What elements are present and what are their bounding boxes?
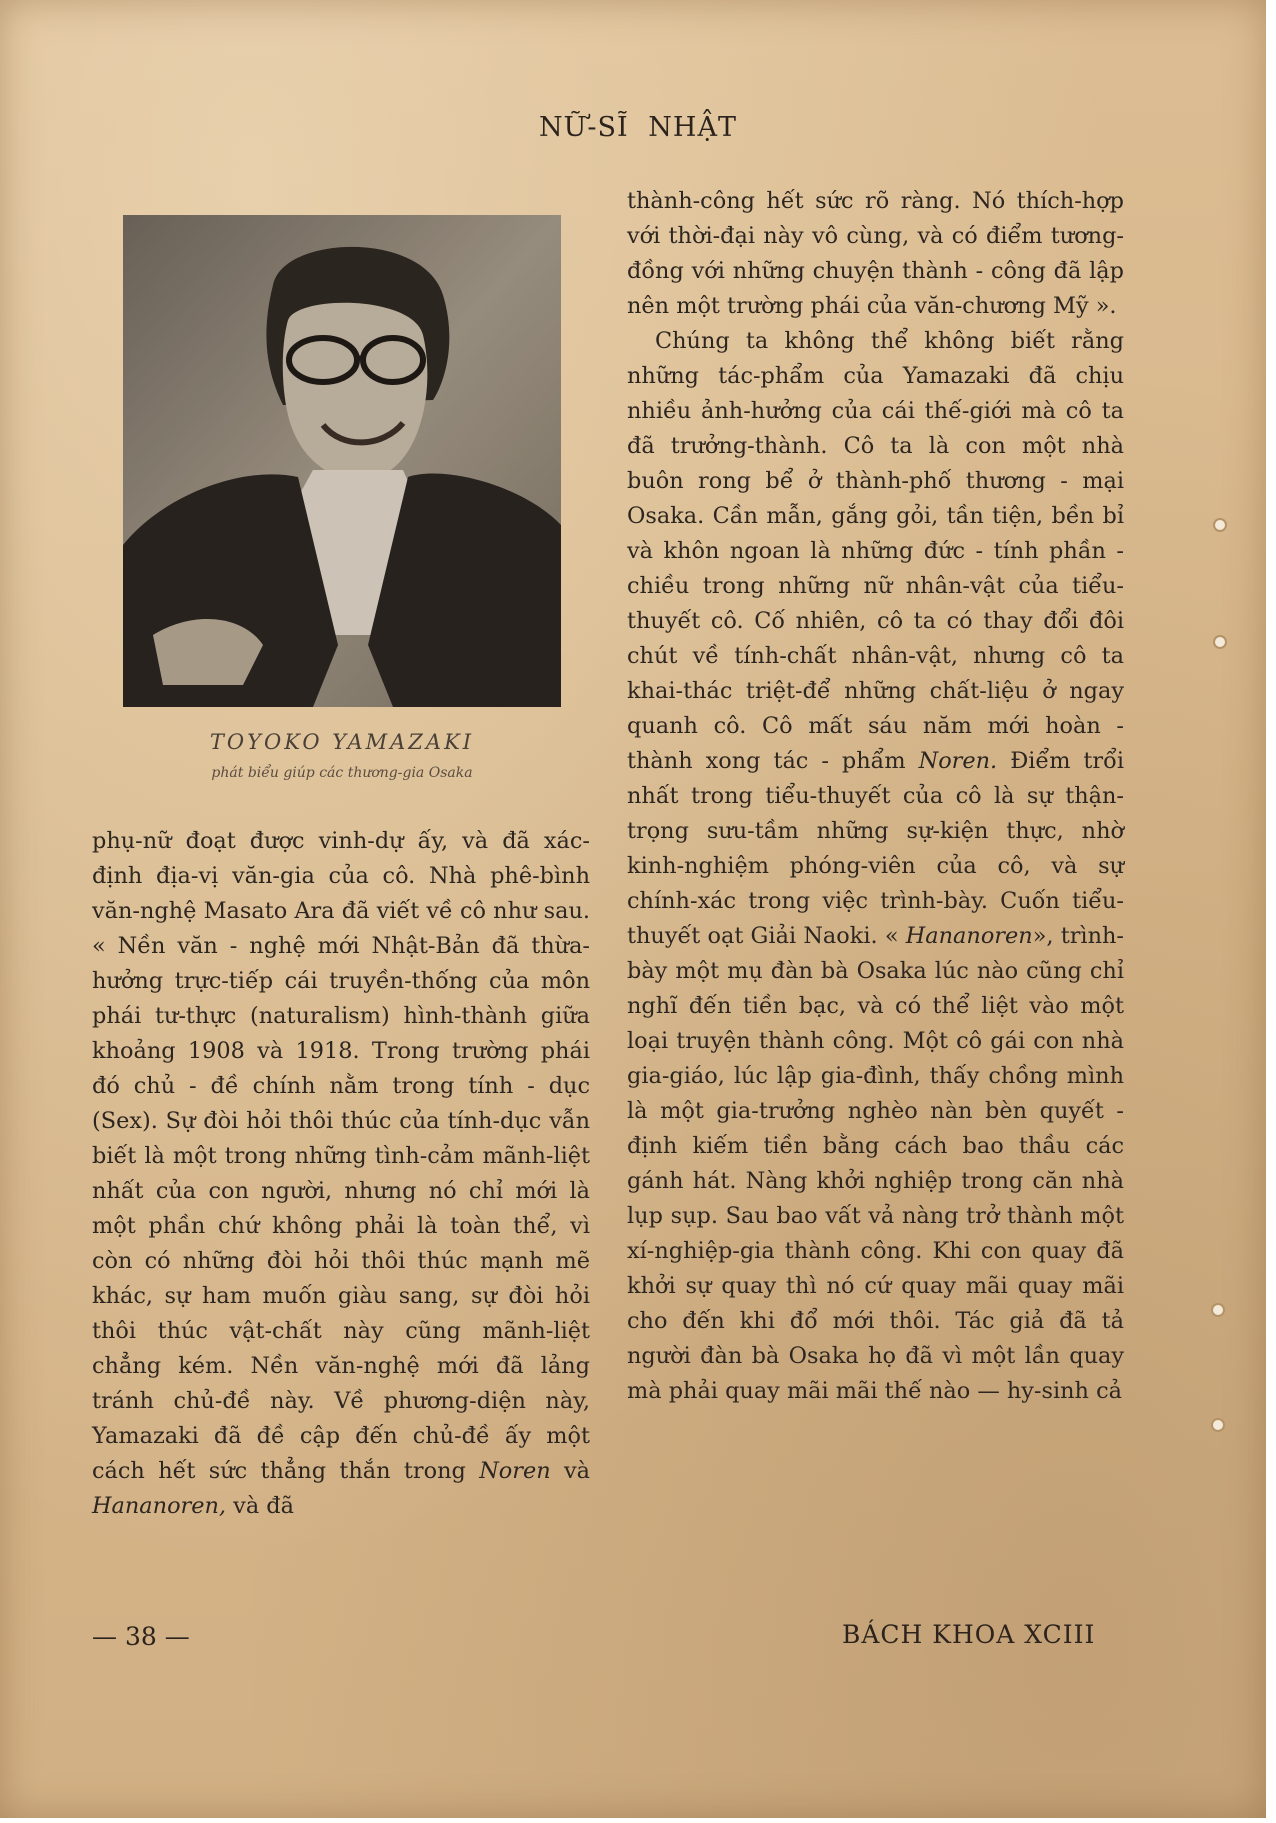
binding-hole bbox=[1215, 637, 1225, 647]
running-head: NỮ-SĨ NHẬT bbox=[539, 112, 737, 143]
binding-hole bbox=[1213, 1420, 1223, 1430]
right-text-2a: Chúng ta không thể không biết rằng những tác-phẩm của Yamazaki đã chịu nhiều ảnh-hưởng của cái thế-giới mà cô ta đã trưởng-thành. Cô ta là con một nhà buôn rong bể ở thành-phố thương - mại Osaka. Cần mẫn, gắng gỏi, tần tiện, bền bỉ và khôn ngoan là những đức - tính phần - chiều trong những nữ nhân-vật của tiểu-thuyết cô. Cố nhiên, cô ta có thay đổi đôi chút về tính-chất nhân-vật, nhưng cô ta khai-thác triệt-để những chất-liệu ở ngay quanh cô. Cô mất sáu năm mới hoàn - thành xong tác - phẩm bbox=[627, 328, 1124, 774]
left-paragraph-1 bbox=[92, 824, 590, 1524]
author-photo bbox=[123, 215, 561, 707]
title-hananoren: Hananoren, bbox=[92, 1493, 227, 1519]
right-paragraph-1: thành-công hết sức rõ ràng. Nó thích-hợp với thời-đại này vô cùng, và có điểm tương-đồng với những chuyện thành - công đã lập nên một trường phái của văn-chương Mỹ ». bbox=[627, 188, 1124, 319]
right-column bbox=[627, 184, 1124, 1409]
left-column bbox=[92, 824, 590, 1524]
left-text-1a: phụ-nữ đoạt được vinh-dự ấy, và đã xác-định địa-vị văn-gia của cô. Nhà phê-bình văn-nghệ Masato Ara đã viết về cô như sau. « Nền văn - nghệ mới Nhật-Bản đã thừa-hưởng trực-tiếp cái truyền-thống của môn phái tư-thực (naturalism) hình-thành giữa khoảng 1908 và 1918. Trong trường phái đó chủ - đề chính nằm trong tính - dục (Sex). Sự đòi hỏi thôi thúc của tính-dục vẫn biết là một trong những tình-cảm mãnh-liệt nhất của con người, nhưng nó chỉ mới là một phần chứ không phải là toàn thể, vì còn có những đòi hỏi thôi thúc mạnh mẽ khác, sự ham muốn giàu sang, sự đòi hỏi thôi thúc vật-chất này cũng mãnh-liệt chẳng kém. Nền văn-nghệ mới đã lảng tránh chủ-đề này. Về phương-diện này, Yamazaki đã đề cập đến chủ-đề ấy một cách hết sức thẳng thắn trong bbox=[92, 828, 590, 1484]
photo-caption-name: TOYOKO YAMAZAKI bbox=[209, 730, 475, 754]
page-number: — 38 — bbox=[92, 1622, 190, 1651]
title-hananoren: Hananoren bbox=[905, 923, 1033, 949]
left-text-and: và bbox=[563, 1458, 590, 1484]
right-text-2b: Điểm trổi nhất trong tiểu-thuyết của cô là sự thận-trọng sưu-tầm những sự-kiện thực, nhờ kinh-nghiệm phóng-viên của cô, và sự chính-xác trong việc trình-bày. Cuốn tiểu-thuyết oạt Giải Naoki. « bbox=[627, 748, 1124, 949]
binding-hole bbox=[1213, 1305, 1223, 1315]
right-paragraph-2 bbox=[627, 324, 1124, 1409]
binding-hole bbox=[1215, 520, 1225, 530]
right-text-2c: », trình-bày một mụ đàn bà Osaka lúc nào cũng chỉ nghĩ đến tiền bạc, và có thể liệt vào một loại truyện thành công. Một cô gái con nhà gia-giáo, lúc lập gia-đình, thấy chồng mình là một gia-trưởng nghèo nàn bèn quyết - định kiếm tiền bằng cách bao thầu các gánh hát. Nàng khởi nghiệp trong căn nhà lụp sụp. Sau bao vất vả nàng trở thành một xí-nghiệp-gia thành công. Khi con quay đã khởi sự quay thì nó cứ quay mãi quay mãi cho đến khi đổ mới thôi. Tác giả đã tả người đàn bà Osaka họ đã vì một lần quay mà phải quay mãi mãi thế nào — hy-sinh cả bbox=[627, 923, 1124, 1404]
journal-name: BÁCH KHOA XCIII bbox=[842, 1620, 1096, 1649]
left-text-1b: và đã bbox=[233, 1493, 294, 1519]
photo-caption-subtitle: phát biểu giúp các thương-gia Osaka bbox=[211, 765, 473, 781]
title-noren: Noren bbox=[479, 1458, 551, 1484]
title-noren: Noren. bbox=[918, 748, 998, 774]
